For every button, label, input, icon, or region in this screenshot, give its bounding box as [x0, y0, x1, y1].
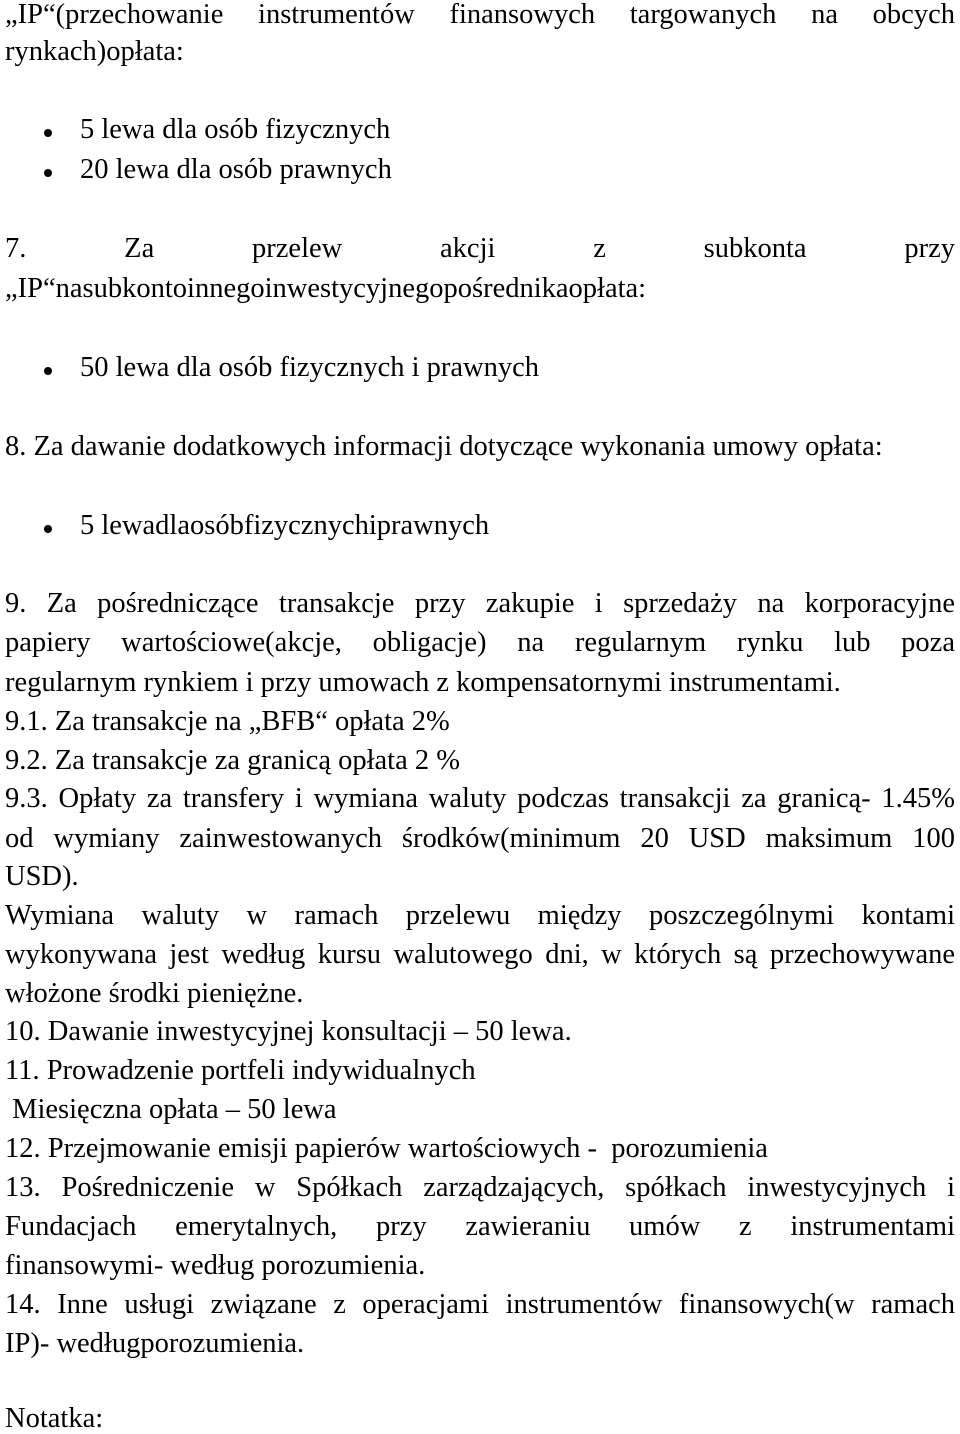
item-14-line-1: 14. Inne usługi związane z operacjami instrumentów finansowych(w ramach: [5, 1289, 955, 1320]
note-label: Notatka:: [5, 1403, 104, 1434]
item-13-line-3: finansowymi- według porozumienia.: [5, 1250, 426, 1281]
item-14-line-2: IP)- wedługporozumienia.: [5, 1328, 305, 1359]
item-11-fee-line: Miesięczna opłata – 50 lewa: [5, 1094, 337, 1125]
item-9-line-3: regularnym rynkiem i przy umowach z kompensatornymi instrumentami.: [5, 667, 841, 698]
bullet-icon: [44, 367, 52, 375]
ip-storage-heading-line-1: „IP“(przechowanie instrumentów finansowych targowanych na obcych: [5, 0, 955, 30]
bullet-item: [5, 115, 955, 145]
exchange-note-line-1: Wymiana waluty w ramach przelewu między poszczególnymi kontami: [5, 900, 955, 931]
item-13-line-1: 13. Pośredniczenie w Spółkach zarządzających, spółkach inwestycyjnych i: [5, 1172, 955, 1203]
bullet-icon: [44, 129, 52, 137]
item-13-line-2: Fundacjach emerytalnych, przy zawieraniu umów z instrumentami: [5, 1211, 955, 1242]
item-9-line-2: papiery wartościowe(akcje, obligacje) na regularnym rynku lub poza: [5, 627, 955, 658]
item-9-1-line: 9.1. Za transakcje na „BFB“ opłata 2%: [5, 706, 450, 737]
bullet-icon: [44, 169, 52, 177]
bullet-icon: [44, 525, 52, 533]
item-8-line-1: 8. Za dawanie dodatkowych informacji dotyczące wykonania umowy opłata:: [5, 431, 883, 462]
bullet-text: 20 lewa dla osób prawnych: [80, 154, 392, 185]
bullet-item: [5, 511, 955, 541]
ip-storage-heading-line-2: rynkach)opłata:: [5, 36, 184, 67]
item-7-line-2: „IP“nasubkontoinnegoinwestycyjnegopośrednikaopłata:: [5, 273, 647, 304]
exchange-note-line-3: włożone środki pieniężne.: [5, 978, 304, 1009]
bullet-text: 50 lewa dla osób fizycznych i prawnych: [80, 352, 540, 383]
item-9-line-1: 9. Za pośredniczące transakcje przy zakupie i sprzedaży na korporacyjne: [5, 588, 955, 619]
item-9-3-line-1: 9.3. Opłaty za transfery i wymiana waluty podczas transakcji za granicą- 1.45%: [5, 783, 955, 814]
item-12-line: 12. Przejmowanie emisji papierów wartościowych - porozumienia: [5, 1133, 768, 1164]
item-9-3-line-2: od wymiany zainwestowanych środków(minimum 20 USD maksimum 100: [5, 823, 955, 854]
exchange-note-line-2: wykonywana jest według kursu walutowego dni, w których są przechowywane: [5, 939, 955, 970]
item-7-line-1: 7. Za przelew akcji z subkonta przy: [5, 233, 955, 264]
item-9-2-line: 9.2. Za transakcje za granicą opłata 2 %: [5, 745, 460, 776]
bullet-item: [5, 155, 955, 185]
bullet-text: 5 lewadlaosóbfizycznychiprawnych: [80, 510, 490, 541]
bullet-item: [5, 353, 955, 383]
item-11-line: 11. Prowadzenie portfeli indywidualnych: [5, 1055, 476, 1086]
bullet-text: 5 lewa dla osób fizycznych: [80, 114, 391, 145]
item-9-3-line-3: USD).: [5, 861, 79, 892]
item-10-line: 10. Dawanie inwestycyjnej konsultacji – 50 lewa.: [5, 1016, 572, 1047]
